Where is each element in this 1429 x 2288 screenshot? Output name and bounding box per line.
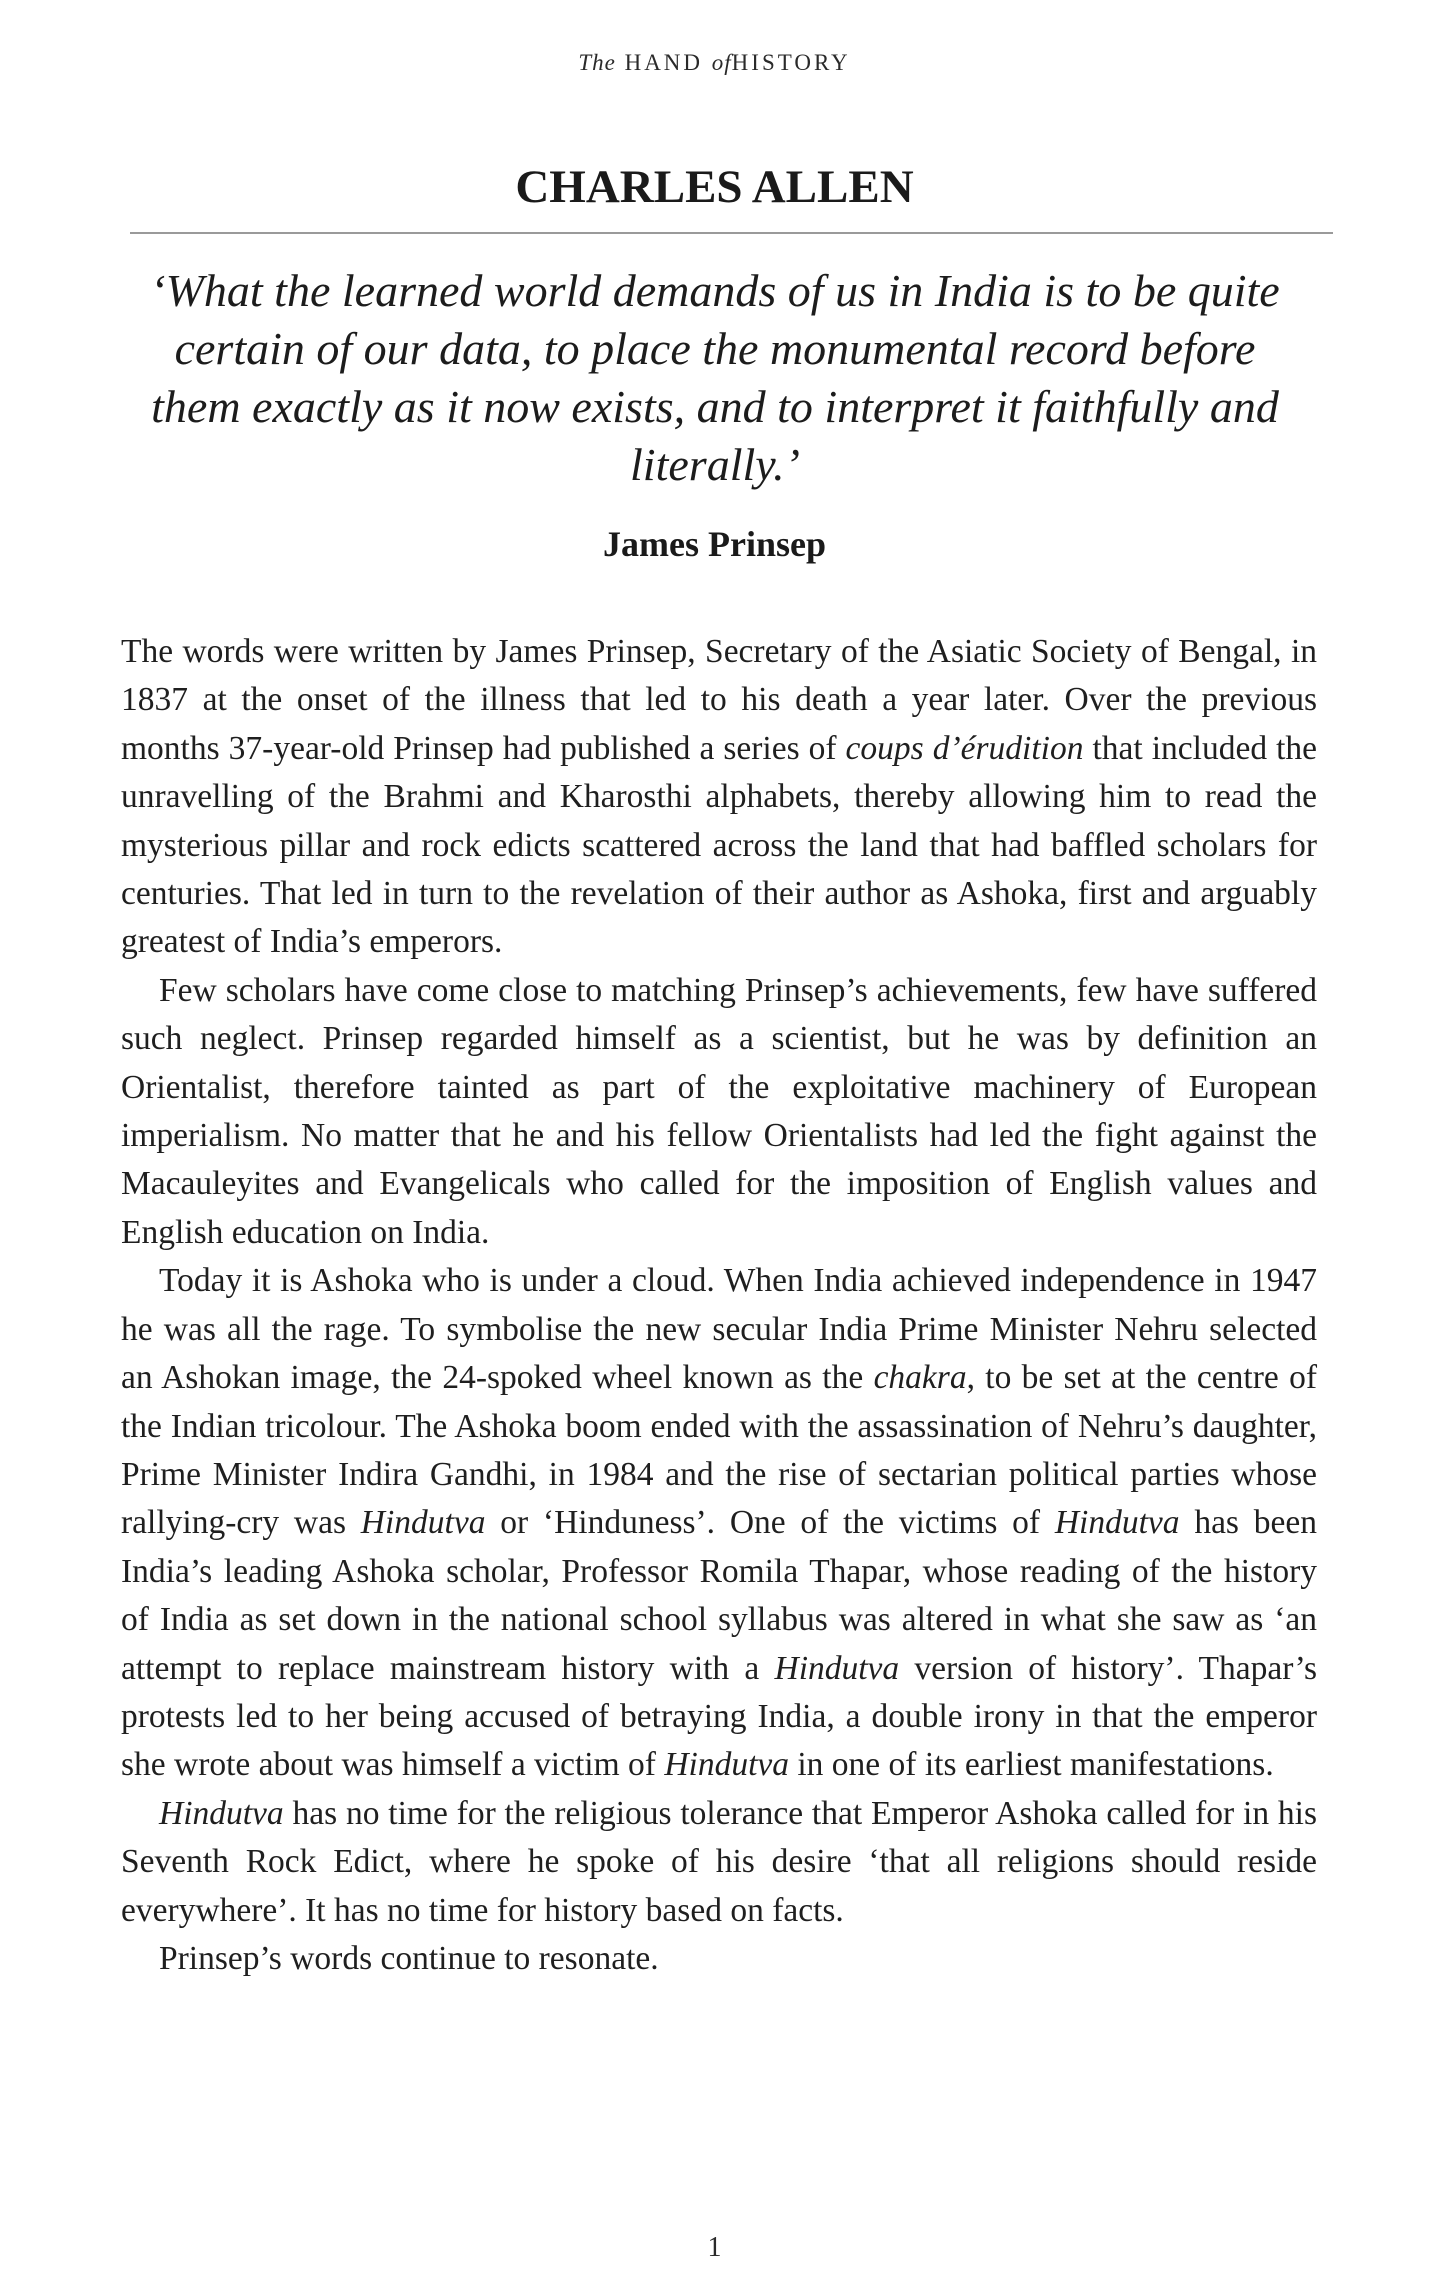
paragraph-3	[121, 1257, 1317, 1789]
p4-hindutva: Hindutva	[159, 1794, 284, 1832]
p1-italic-term: coups d’érudition	[845, 729, 1084, 767]
p3-text-f: in one of its earliest manifestations.	[789, 1746, 1274, 1784]
running-head-hand: HAND	[624, 50, 704, 75]
running-head-the: The	[578, 50, 616, 75]
paragraph-4	[121, 1790, 1317, 1935]
running-head	[0, 50, 1429, 76]
p3-hindutva-4: Hindutva	[664, 1746, 789, 1784]
heading-rule	[130, 232, 1333, 234]
epigraph-attribution: James Prinsep	[603, 524, 826, 564]
author-heading: CHARLES ALLEN	[515, 161, 914, 213]
running-head-history: HISTORY	[731, 50, 851, 75]
paragraph-1	[121, 628, 1317, 967]
body-text	[121, 628, 1317, 1983]
p3-text-b: , to be set at the centre of the Indian tricolour. The Ashoka boom ended with the assassination of Nehru’s daughter, Prime Minister Indira Gandhi, in 1984 and the rise of sectarian political parties whose rallying-cry was	[121, 1359, 1317, 1542]
p3-chakra-term: chakra	[873, 1359, 967, 1397]
paragraph-2: Few scholars have come close to matching Prinsep’s achievements, few have suffered such neglect. Prinsep regarded himself as a scientist, but he was by definition an Orientalist, therefore tainted as part of the exploitative machinery of European imperialism. No matter that he and his fellow Orientalists had led the fight against the Macauleyites and Evangelicals who called for the imposition of English values and English education on India.	[121, 971, 1317, 1251]
paragraph-5: Prinsep’s words continue to resonate.	[159, 1939, 659, 1977]
epigraph-quote: ‘What the learned world demands of us in India is to be quite certain of our data, to place the monumental record before them exactly as it now exists, and to interpret it faithfully and literally.’	[150, 265, 1280, 490]
p4-text: has no time for the religious tolerance that Emperor Ashoka called for in his Seventh Rock Edict, where he spoke of his desire ‘that all religions should reside everywhere’. It has no time for history based on facts.	[121, 1794, 1317, 1929]
p1-text-b: that included the unravelling of the Brahmi and Kharosthi alphabets, thereby allowing him to read the mysterious pillar and rock edicts scattered across the land that had baffled scholars for centuries. That led in turn to the revelation of their author as Ashoka, first and arguably greatest of India’s emperors.	[121, 729, 1318, 961]
p3-text-d: has been India’s leading Ashoka scholar, Professor Romila Thapar, whose reading of the history of India as set down in the national school syllabus was altered in what she saw as ‘an attempt to replace mainstream history with a	[121, 1504, 1317, 1687]
p3-text-e: version of history’. Thapar’s protests led to her being accused of betraying India, a double irony in that the emperor she wrote about was himself a victim of	[121, 1649, 1318, 1784]
p1-text-a: The words were written by James Prinsep, Secretary of the Asiatic Society of Bengal, in 1837 at the onset of the illness that led to his death a year later. Over the previous months 37-year-old Prinsep had published a series of	[121, 633, 1317, 767]
p3-text-c: or ‘Hinduness’. One of the victims of	[485, 1504, 1055, 1542]
running-head-of: of	[711, 50, 732, 75]
page-number: 1	[707, 2232, 722, 2263]
p3-text-a: Today it is Ashoka who is under a cloud. When India achieved independence in 1947 he was all the rage. To symbolise the new secular India Prime Minister Nehru selected an Ashokan image, the 24-spoked wheel known as the	[121, 1262, 1317, 1397]
p3-hindutva-3: Hindutva	[774, 1649, 900, 1687]
p3-hindutva-1: Hindutva	[360, 1504, 486, 1542]
p3-hindutva-2: Hindutva	[1054, 1504, 1180, 1542]
